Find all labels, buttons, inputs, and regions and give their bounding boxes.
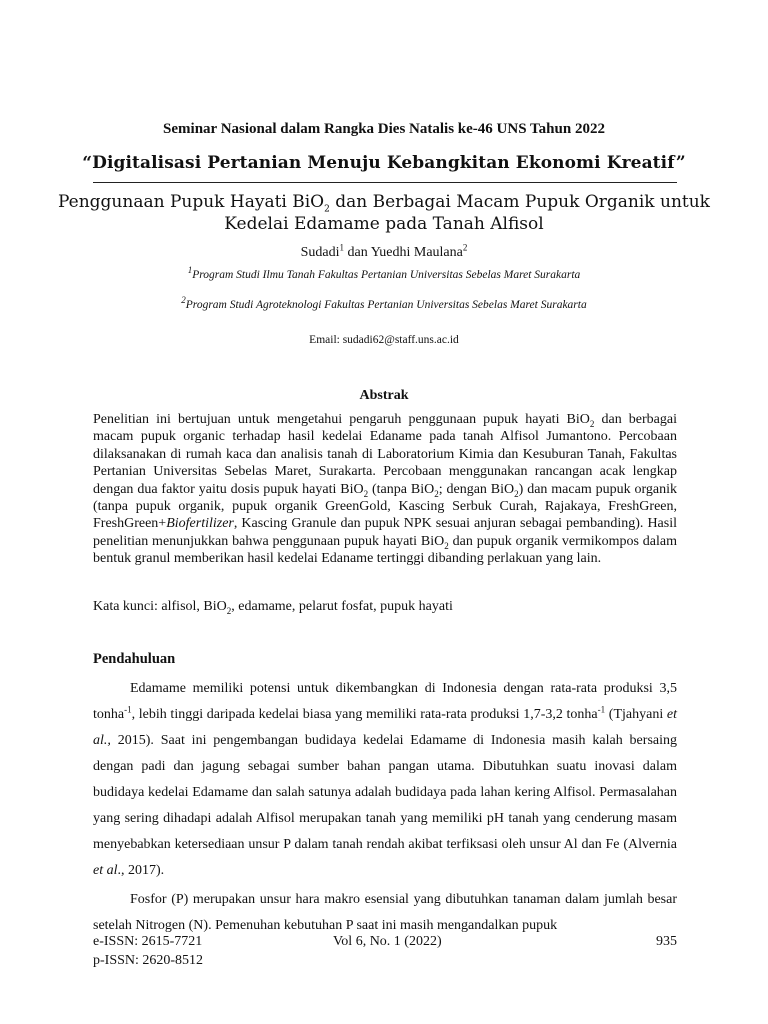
section-heading-introduction: Pendahuluan — [93, 651, 176, 667]
affiliation-mark: 1 — [187, 265, 193, 276]
citation-etal: et al — [93, 863, 118, 878]
superscript: -1 — [124, 704, 132, 715]
affiliation-1 — [0, 265, 768, 281]
author-name: Sudadi — [300, 245, 340, 260]
citation-etal: et al., — [93, 707, 678, 748]
abstract-text: ; dengan BiO — [438, 481, 515, 497]
eissn: e-ISSN: 2615-7721 — [93, 934, 203, 949]
subscript: 2 — [434, 488, 439, 499]
author-affiliation-mark: 1 — [339, 242, 345, 253]
seminar-header: Seminar Nasional dalam Rangka Dies Natalis ke-46 UNS Tahun 2022 — [163, 121, 605, 137]
paragraph-text: ., 2017). — [117, 863, 165, 878]
abstract-text: dan berbagai macam pupuk organic terhadap hasil kedelai Edaname pada tanah Alfisol Jumantono. Percobaan dilaksanakan di rumah kaca dan analisis tanah di Laboratorium Kimia dan Kesuburan Tanah, Fakultas Pertanian Universitas Sebelas Maret, Surakarta. Percobaan menggunakan rancangan acak lengkap dengan dua faktor yaitu dosis pupuk hayati BiO — [93, 412, 677, 497]
abstract-italic-term: Biofertilizer — [166, 516, 234, 532]
author-name: Yuedhi Maulana — [370, 245, 463, 260]
abstract-text: , Kascing Granule dan pupuk NPK sesuai anjuran sebagai pembanding). Hasil penelitian menunjukkan bahwa penggunaan pupuk hayati BiO — [93, 516, 677, 549]
subscript: 2 — [589, 418, 595, 429]
abstract-body — [93, 411, 677, 568]
paragraph-text: , lebih tinggi daripada kedelai biasa yang memiliki rata-rata produksi 1,7-3,2 tonha — [131, 707, 598, 722]
title-text-3: Kedelai Edamame pada Tanah Alfisol — [224, 214, 544, 234]
abstract-text: Penelitian ini bertujuan untuk mengetahui pengaruh penggunaan pupuk hayati BiO — [93, 412, 590, 427]
author-affiliation-mark: 2 — [462, 242, 468, 253]
subscript: 2 — [444, 540, 449, 551]
header-divider — [93, 182, 677, 183]
pissn: p-ISSN: 2620-8512 — [93, 953, 204, 968]
contact-email: Email: sudadi62@staff.uns.ac.id — [309, 334, 459, 346]
abstract-text: (tanpa BiO — [368, 481, 435, 497]
seminar-theme: “Digitalisasi Pertanian Menuju Kebangkitan Ekonomi Kreatif” — [82, 153, 686, 173]
page-number: 935 — [656, 934, 677, 949]
keywords — [93, 598, 677, 615]
subscript: 2 — [226, 605, 232, 616]
author-list — [0, 242, 768, 261]
abstract-text: dan pupuk organik vermikompos dalam bentuk granul memberikan hasil kedelai Edaname tertinggi dibanding perlakuan yang lain. — [93, 533, 677, 567]
issn-block — [93, 932, 203, 970]
paper-title — [0, 191, 768, 235]
abstract-text: ) dan macam pupuk organik (tanpa pupuk organik, pupuk organik GreenGold, Kascing Serbuk Curah, Rajakaya, FreshGreen, FreshGreen+ — [93, 481, 677, 532]
affiliation-text: Program Studi Ilmu Tanah Fakultas Pertanian Universitas Sebelas Maret Surakarta — [192, 269, 581, 281]
paragraph — [93, 676, 677, 884]
affiliation-text: Program Studi Agroteknologi Fakultas Pertanian Universitas Sebelas Maret Surakarta — [185, 299, 587, 311]
affiliation-2 — [0, 295, 768, 311]
paragraph: Fosfor (P) merupakan unsur hara makro esensial yang dibutuhkan tanaman dalam jumlah besar setelah Nitrogen (N). Pemenuhan kebutuhan P saat ini masih mengandalkan pupuk — [93, 892, 677, 933]
title-subscript: 2 — [324, 204, 330, 215]
subscript: 2 — [363, 488, 369, 499]
keywords-text: , edamame, pelarut fosfat, pupuk hayati — [231, 599, 453, 614]
title-text-1: Penggunaan Pupuk Hayati BiO — [57, 192, 325, 212]
superscript: -1 — [597, 704, 606, 715]
paragraph-text: Edamame memiliki potensi untuk dikembangkan di Indonesia dengan rata-rata produksi 3,5 tonha — [93, 681, 677, 722]
affiliation-mark: 2 — [181, 295, 186, 306]
subscript: 2 — [514, 488, 519, 499]
abstract-heading: Abstrak — [359, 388, 409, 403]
author-separator: dan — [344, 245, 371, 260]
keywords-text: Kata kunci: alfisol, BiO — [93, 599, 227, 614]
title-text-2: dan Berbagai Macam Pupuk Organik untuk — [329, 192, 710, 212]
introduction-body — [93, 676, 677, 942]
paragraph-text: 2015). Saat ini pengembangan budidaya kedelai Edamame di Indonesia masih kalah bersaing dengan padi dan jagung sebagai sumber bahan pangan utama. Dibutuhkan suatu inovasi dalam budidaya kedelai Edamame dan salah satunya adalah budidaya pada lahan kering Alfisol. Permasalahan yang sering dihadapi adalah Alfisol merupakan tanah yang memiliki pH tanah yang cenderung masam menyebabkan ketersediaan unsur P dalam tanah rendah akibat terfiksasi oleh unsur Al dan Fe (Alvernia — [93, 733, 677, 852]
paragraph-text: (Tjahyani — [605, 707, 667, 722]
volume-info: Vol 6, No. 1 (2022) — [333, 934, 442, 949]
